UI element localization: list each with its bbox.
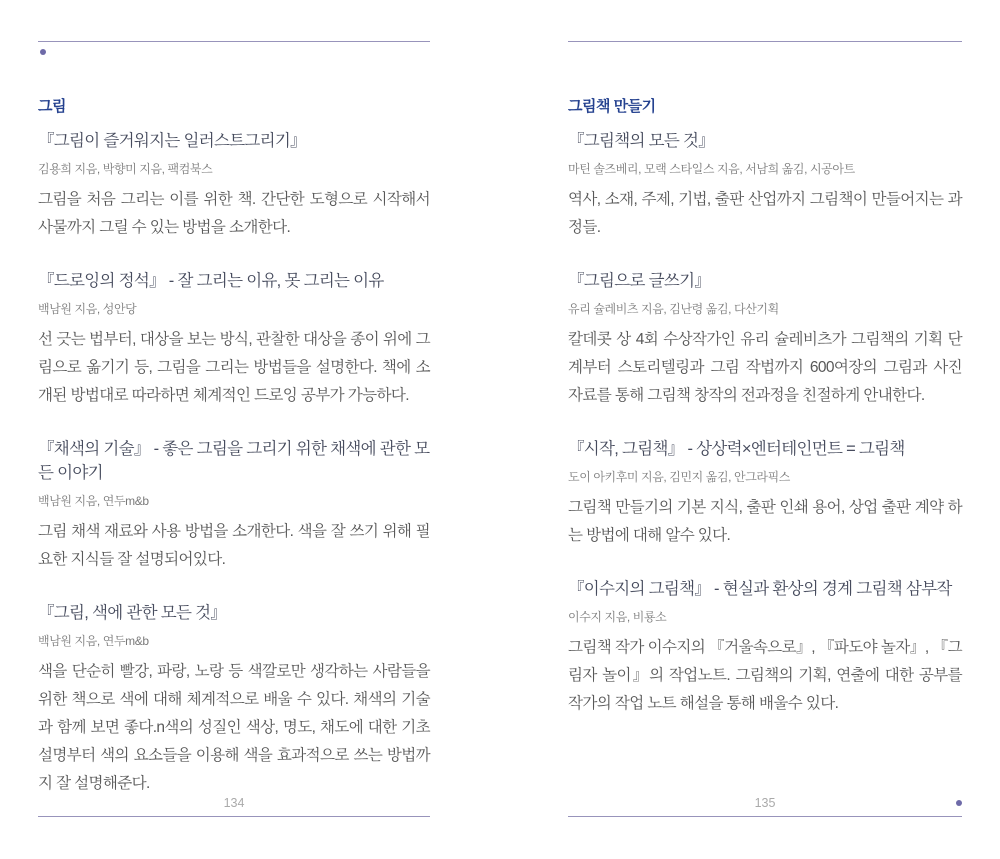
book-title: 『그림, 색에 관한 모든 것』 — [38, 604, 227, 622]
book-title: 『시작, 그림책』 - 상상력×엔터테인먼트 = 그림책 — [568, 440, 905, 458]
book-description: 색을 단순히 빨강, 파랑, 노랑 등 색깔로만 생각하는 사람들을 위한 책으로 색에 대해 체계적으로 배울 수 있다. 채색의 기술과 함께 보면 좋다.n색의 성질인 색상, 명도, 채도에 대한 기초 설명부터 색의 요소들을 이용해 색을 효과적으로 쓰는 방법까지 잘 설명해준다. — [38, 663, 430, 792]
book-description: 그림을 처음 그리는 이를 위한 책. 간단한 도형으로 시작해서 사물까지 그릴 수 있는 방법을 소개한다. — [38, 191, 430, 236]
book-author: 마틴 솔즈베리, 모랙 스타일스 지음, 서남희 옮김, 시공아트 — [568, 162, 855, 176]
book-description: 역사, 소재, 주제, 기법, 출판 산업까지 그림책이 만들어지는 과정들. — [568, 191, 962, 236]
book-description: 선 긋는 법부터, 대상을 보는 방식, 관찰한 대상을 종이 위에 그림으로 옮기기 등, 그림을 그리는 방법들을 설명한다. 책에 소개된 방법대로 따라하면 체계적인 드로잉 공부가 가능하다. — [38, 331, 430, 404]
book-entry — [38, 129, 430, 242]
page-right-content — [568, 95, 962, 718]
book-entry — [568, 129, 962, 242]
top-rule — [568, 41, 962, 42]
book-author: 백남원 지음, 성안당 — [38, 302, 137, 316]
book-entry — [568, 577, 962, 718]
book-title: 『채색의 기술』 - 좋은 그림을 그리기 위한 채색에 관한 모든 이야기 — [38, 440, 430, 482]
page-left — [38, 0, 430, 859]
book-description: 그림 채색 재료와 사용 방법을 소개한다. 색을 잘 쓰기 위해 필요한 지식들 잘 설명되어있다. — [38, 523, 430, 568]
book-entry — [38, 269, 430, 410]
book-author: 김용희 지음, 박향미 지음, 팩컴북스 — [38, 162, 213, 176]
book-title: 『그림책의 모든 것』 — [568, 132, 715, 150]
book-entry — [38, 437, 430, 574]
page-right — [568, 0, 962, 859]
book-author: 백남원 지음, 연두m&b — [38, 634, 149, 648]
book-title: 『드로잉의 정석』 - 잘 그리는 이유, 못 그리는 이유 — [38, 272, 384, 290]
top-rule — [38, 41, 430, 42]
book-author: 도이 아키후미 지음, 김민지 옮김, 안그라픽스 — [568, 470, 790, 484]
bottom-rule — [568, 816, 962, 817]
book-author: 유리 슐레비츠 지음, 김난령 옮김, 다산기획 — [568, 302, 779, 316]
bottom-rule — [38, 816, 430, 817]
book-entry — [568, 269, 962, 410]
book-entry — [568, 437, 962, 550]
book-description: 칼데콧 상 4회 수상작가인 유리 슐레비츠가 그림책의 기획 단계부터 스토리텔링과 그림 작법까지 600여장의 그림과 사진 자료를 통해 그림책 창작의 전과정을 친절하게 안내한다. — [568, 331, 962, 404]
section-title: 그림책 만들기 — [568, 98, 656, 115]
book-description: 그림책 만들기의 기본 지식, 출판 인쇄 용어, 상업 출판 계약 하는 방법에 대해 알수 있다. — [568, 499, 962, 544]
section-title: 그림 — [38, 98, 66, 115]
book-author: 이수지 지음, 비룡소 — [568, 610, 667, 624]
bullet-dot-icon — [40, 49, 46, 55]
page-number: 134 — [223, 796, 245, 810]
page-left-content — [38, 95, 430, 798]
book-title: 『그림이 즐거워지는 일러스트그리기』 — [38, 132, 306, 150]
book-title: 『그림으로 글쓰기』 — [568, 272, 711, 290]
bullet-dot-icon — [956, 800, 962, 806]
book-title: 『이수지의 그림책』 - 현실과 환상의 경계 그림책 삼부작 — [568, 580, 952, 598]
book-entry — [38, 601, 430, 798]
book-author: 백남원 지음, 연두m&b — [38, 494, 149, 508]
book-description: 그림책 작가 이수지의 『거울속으로』, 『파도야 놀자』, 『그림자 놀이』의 작업노트. 그림책의 기획, 연출에 대한 공부를 작가의 작업 노트 해설을 통해 배울수 있다. — [568, 639, 962, 712]
page-number: 135 — [754, 796, 776, 810]
